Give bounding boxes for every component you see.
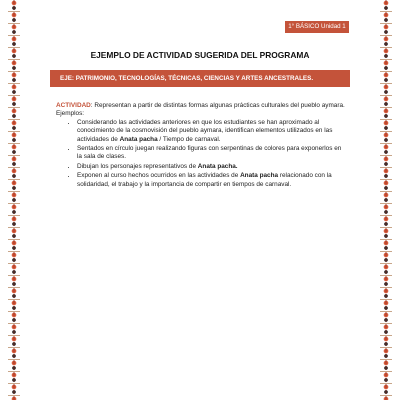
page-title: EJEMPLO DE ACTIVIDAD SUGERIDA DEL PROGRAMA (90, 50, 310, 60)
decorative-border-right (380, 0, 392, 400)
list-item: • Dibujan los personajes representativos de Anata pacha. (77, 163, 346, 171)
list-item: • Sentados en círculo juegan realizando figuras con serpentinas de colores para exponerlos en la sala de clases. (77, 145, 346, 162)
activity-label: ACTIVIDAD (56, 102, 91, 109)
examples-label: Ejemplos: (56, 110, 85, 118)
activity-paragraph (56, 102, 346, 110)
decorative-border-left (8, 0, 20, 400)
activity-content (56, 102, 346, 190)
list-item: • Exponen al curso hechos ocurridos en las actividades de Anata pacha relacionado con la solidaridad, el trabajo y la importancia de compartir en tiempos de carnaval. (77, 172, 346, 189)
eje-banner: EJE: PATRIMONIO, TECNOLOGÍAS, TÉCNICAS, CIENCIAS Y ARTES ANCESTRALES. (50, 70, 350, 87)
activity-text: : Representan a partir de distintas formas algunas prácticas culturales del pueblo aymara. (90, 102, 345, 109)
examples-list (56, 119, 346, 189)
grade-unit-badge: 1° BÁSICO Unidad 1 (285, 21, 349, 33)
list-item: • Considerando las actividades anteriores en que los estudiantes se han aproximado al conocimiento de la cosmovisión del pueblo aymara, identifican elementos utilizados en las actividades de Anata pacha / Tiempo de carnaval. (77, 119, 346, 144)
